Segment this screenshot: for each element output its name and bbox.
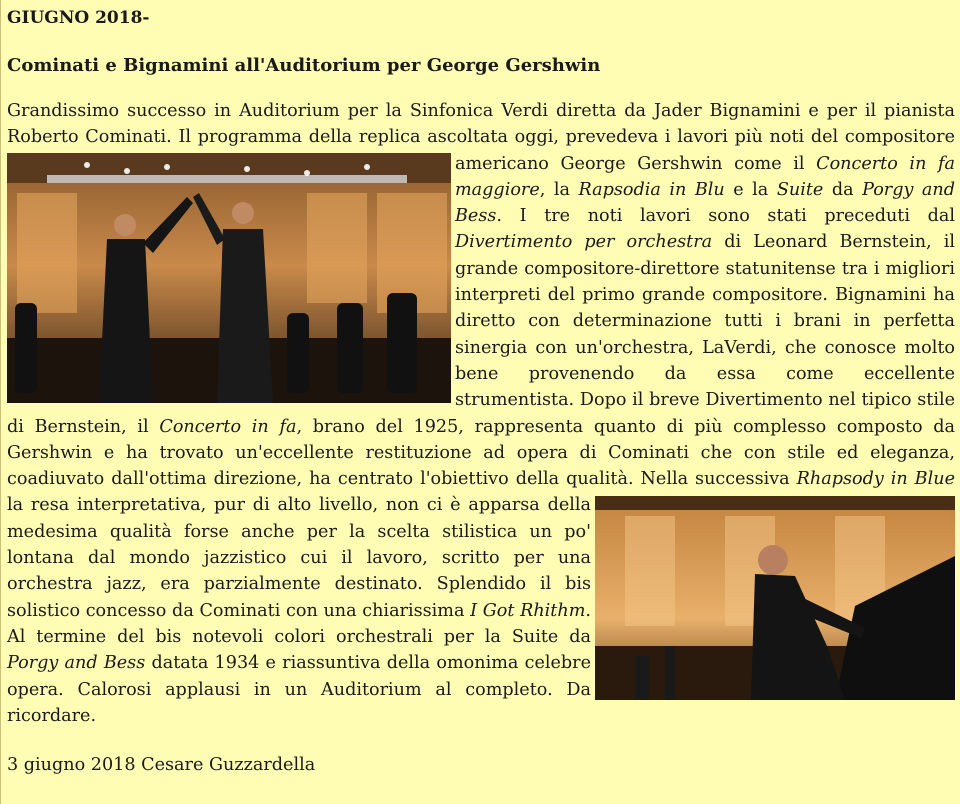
work-title: Divertimento per orchestra (455, 232, 713, 253)
article-text: . I tre noti lavori sono stati preceduti dal (496, 206, 955, 227)
article-signature: 3 giugno 2018 Cesare Guzzardella (7, 755, 316, 775)
article-text: la resa interpretativa, pur di alto livello, non ci è apparsa della medesima qualità forse anche per la scelta stilistica un po' lontana dal mondo jazzistico cui il lavoro, scritto per una orchestra jazz, era parzialmente destinato. Splendido il bis solistico concesso da Cominati con una chiarissima (7, 495, 591, 621)
article-text: , la (539, 179, 579, 200)
work-title: Concerto in fa maggiore (455, 153, 955, 200)
article-text: datata 1934 e riassuntiva della omonima celebre opera. Calorosi applausi in un Auditorium al completo. Da ricordare. (7, 653, 591, 726)
conductor-pianist-bow-photo (7, 153, 451, 403)
work-title: Concerto in fa (159, 416, 297, 437)
work-title: Porgy and Bess (7, 653, 146, 674)
work-title: Rapsodia in Blu (578, 179, 725, 200)
article-text: . Al termine del bis notevoli colori orchestrali per la Suite da (7, 600, 591, 647)
article-text: e la (724, 179, 777, 200)
article-text: da (823, 179, 863, 200)
work-title: Rhapsody in Blue (796, 469, 955, 490)
work-title: Suite (776, 179, 824, 200)
pianist-at-piano-photo (595, 496, 955, 700)
work-title: I Got Rhithm (470, 600, 586, 621)
article-title: Cominati e Bignamini all'Auditorium per George Gershwin (7, 55, 601, 76)
article-text: Grandissimo successo in Auditorium per la Sinfonica Verdi diretta da Jader Bignamini e per il pianista Roberto Cominati. Il programma della replica ascoltata oggi, prevedeva i lavori più noti del compositore americano George Gershwin come il (7, 101, 955, 174)
article-text: , brano del 1925, rappresenta quanto di più complesso composto da Gershwin e ha trovato un'eccellente restituzione ad opera di Cominati che con stile ed eleganza, coadiuvato dall'ottima direzione, ha centrato l'obiettivo della qualità. Nella successiva (7, 416, 955, 490)
date-heading: GIUGNO 2018- (7, 8, 150, 28)
article-body (7, 98, 955, 729)
article-text: di Leonard Bernstein, il grande compositore-direttore statunitense tra i migliori interpreti del primo grande compositore. Bignamini ha diretto con determinazione tutti i brani in perfetta sinergia con un'orchestra, LaVerdi, che conosce molto bene provenendo da essa come eccellente strumentista. Dopo il breve Divertimento nel tipico stile di Bernstein, il (7, 232, 955, 437)
work-title: Porgy and Bess (455, 179, 955, 227)
